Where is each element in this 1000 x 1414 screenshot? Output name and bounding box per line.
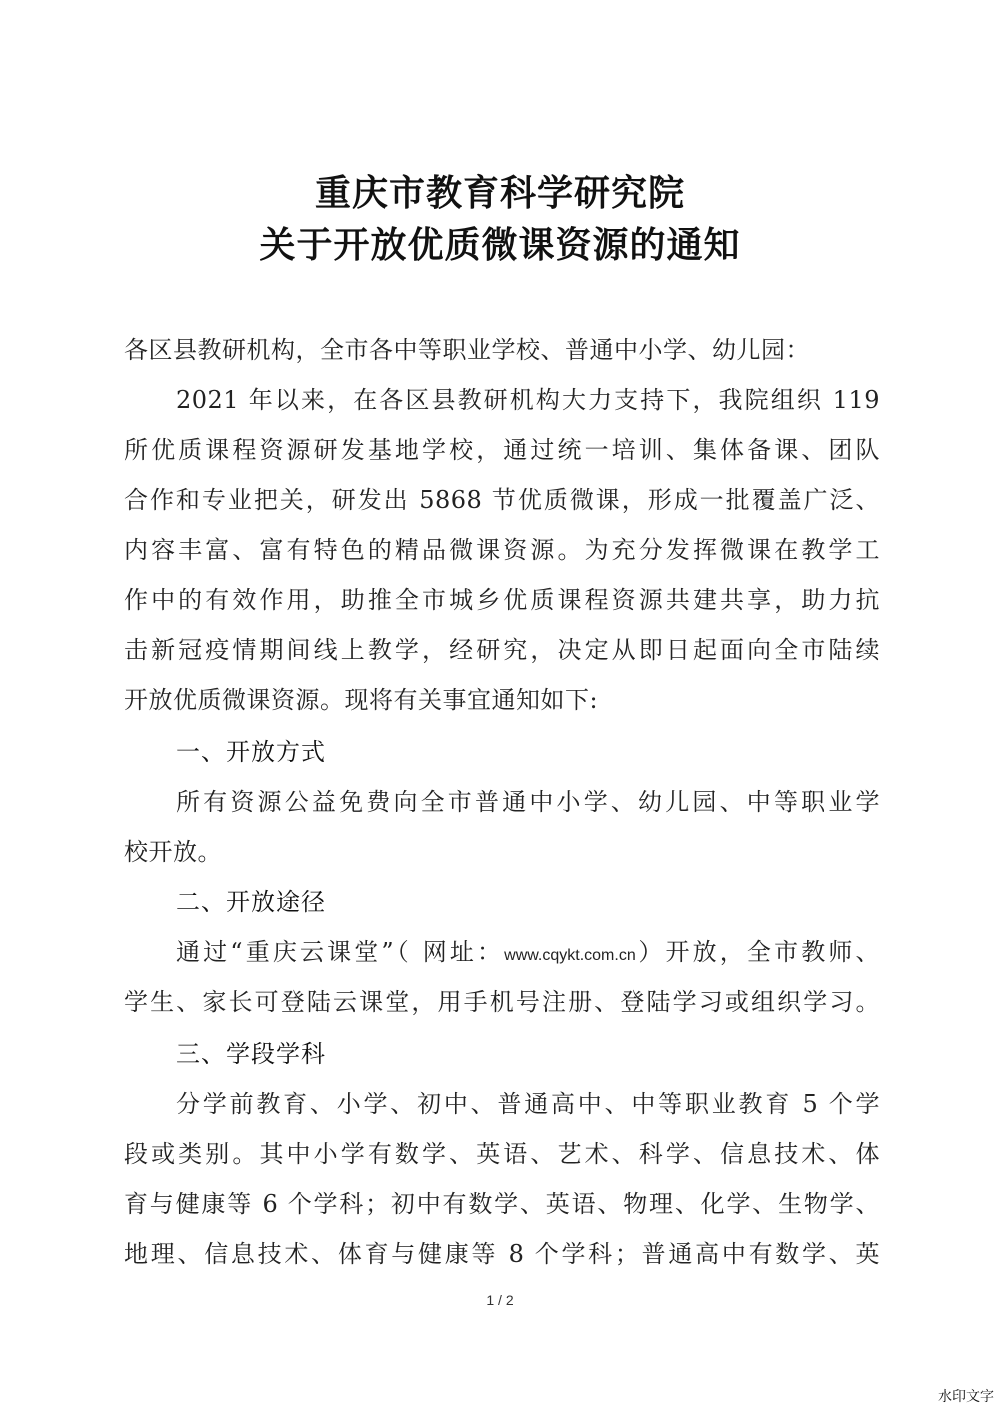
watermark-text: 水印文字 <box>938 1389 994 1405</box>
intro-line: 开放优质微课资源。现将有关事宜通知如下: <box>124 686 599 714</box>
section-2-line: 学生、家长可登陆云课堂，用手机号注册、登陆学习或组织学习。 <box>124 988 880 1016</box>
section-1-line: 所有资源公益免费向全市普通中小学、幼儿园、中等职业学 <box>176 788 880 816</box>
section-3-line: 地理、信息技术、体育与健康等 8 个学科；普通高中有数学、英 <box>124 1240 880 1268</box>
section-heading-stages-subjects: 三、学段学科 <box>176 1040 326 1068</box>
intro-line: 合作和专业把关，研发出 5868 节优质微课，形成一批覆盖广泛、 <box>124 486 880 514</box>
section-2-line <box>176 940 880 964</box>
section-heading-open-channel: 二、开放途径 <box>176 888 326 916</box>
intro-line: 内容丰富、富有特色的精品微课资源。为充分发挥微课在教学工 <box>124 536 880 564</box>
intro-line: 所优质课程资源研发基地学校，通过统一培训、集体备课、团队 <box>124 436 880 464</box>
document-title-line-1: 重庆市教育科学研究院 <box>314 173 685 214</box>
website-url-link[interactable]: www.cqykt.com.cn <box>504 947 636 964</box>
section-3-line: 育与健康等 6 个学科；初中有数学、英语、物理、化学、生物学、 <box>124 1190 880 1218</box>
document-title-line-2: 关于开放优质微课资源的通知 <box>259 225 741 266</box>
section-2-text-after-url: ）开放，全市教师、 <box>635 938 880 966</box>
page-number: 1 / 2 <box>486 1292 514 1308</box>
section-2-text-before-url: 通过“重庆云课堂”（ 网址： <box>176 938 505 966</box>
section-3-line: 段或类别。其中小学有数学、英语、艺术、科学、信息技术、体 <box>124 1140 880 1168</box>
section-3-line: 分学前教育、小学、初中、普通高中、中等职业教育 5 个学 <box>176 1090 880 1118</box>
section-heading-open-method: 一、开放方式 <box>176 738 326 766</box>
intro-line: 2021 年以来，在各区县教研机构大力支持下，我院组织 119 <box>176 386 880 414</box>
intro-line: 作中的有效作用，助推全市城乡优质课程资源共建共享，助力抗 <box>124 586 880 614</box>
section-1-line: 校开放。 <box>124 838 222 866</box>
intro-line: 击新冠疫情期间线上教学，经研究，决定从即日起面向全市陆续 <box>124 636 880 664</box>
salutation: 各区县教研机构，全市各中等职业学校、普通中小学、幼儿园： <box>124 336 810 364</box>
